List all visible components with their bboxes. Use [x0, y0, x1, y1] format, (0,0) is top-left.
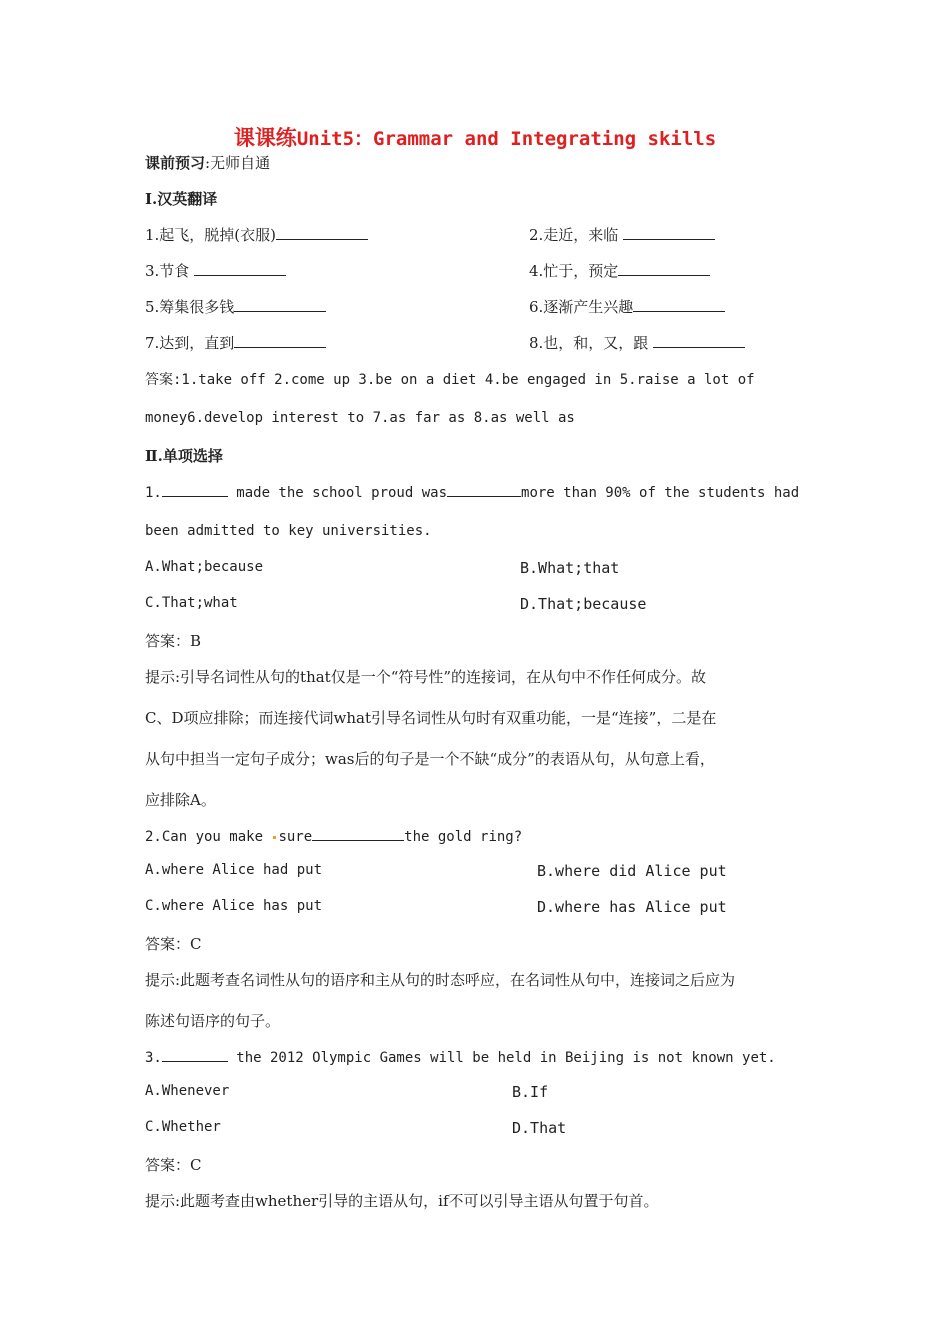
dot-mark [273, 836, 276, 839]
question-text: the gold ring? [404, 829, 523, 845]
question-blank [447, 482, 521, 497]
question-blank [162, 482, 228, 497]
translation-item-2 [529, 224, 715, 245]
q2-option-c: C.where Alice has put [145, 898, 323, 914]
document-title [0, 122, 950, 152]
item-text: 7.达到，直到 [145, 334, 235, 352]
answer-blank [234, 297, 326, 312]
q2-option-a: A.where Alice had put [145, 862, 323, 878]
question-text: the 2012 Olympic Games will be held in Beijing is not known yet. [227, 1050, 776, 1066]
q2-hint-line2: 陈述句语序的句子。 [145, 1012, 281, 1030]
section1-answer-line1: 答案:1.take off 2.come up 3.be on a diet 4.be engaged in 5.raise a lot of [145, 372, 755, 388]
q3-option-c: C.Whether [145, 1119, 221, 1135]
q1-option-a: A.What;because [145, 559, 264, 575]
section2-heading: Ⅱ.单项选择 [145, 447, 223, 465]
q1-option-d: D.That;because [520, 595, 647, 613]
answer-blank [618, 261, 710, 276]
item-text: 1.起飞，脱掉(衣服) [145, 226, 277, 244]
question-number: 3. [145, 1050, 162, 1066]
q1-answer: 答案：B [145, 632, 202, 650]
translation-item-3 [145, 260, 286, 281]
item-text: 2.走近，来临 [529, 226, 624, 244]
item-text: 8.也，和，又，跟 [529, 334, 654, 352]
preview-text: 无师自通 [210, 154, 271, 172]
question-text: 2.Can you make [145, 829, 272, 845]
answer-blank [633, 297, 725, 312]
q2-option-b: B.where did Alice put [537, 862, 727, 880]
preview-line [145, 152, 270, 173]
q3-option-b: B.If [512, 1083, 549, 1101]
translation-item-4 [529, 260, 710, 281]
q1-option-b: B.What;that [520, 559, 620, 577]
q2-hint-line1: 提示:此题考查名词性从句的语序和主从句的时态呼应，在名词性从句中，连接词之后应为 [145, 971, 736, 989]
translation-item-6 [529, 296, 725, 317]
translation-item-7 [145, 332, 326, 353]
question-number: 1. [145, 485, 162, 501]
question-3-line1 [145, 1047, 776, 1066]
item-text: 4.忙于，预定 [529, 262, 619, 280]
translation-item-1 [145, 224, 368, 245]
answer-blank [194, 261, 286, 276]
answer-blank [653, 333, 745, 348]
item-text: 5.筹集很多钱 [145, 298, 235, 316]
q3-option-d: D.That [512, 1119, 567, 1137]
q3-option-a: A.Whenever [145, 1083, 230, 1099]
preview-sep: : [205, 154, 211, 172]
item-text: 3.节食 [145, 262, 195, 280]
preview-label: 课前预习 [145, 154, 206, 172]
q2-option-d: D.where has Alice put [537, 898, 727, 916]
translation-item-5 [145, 296, 326, 317]
question-text: made the school proud was [227, 485, 448, 501]
q1-hint-line4: 应排除A。 [145, 791, 216, 809]
item-text: 6.逐渐产生兴趣 [529, 298, 634, 316]
q1-hint-line3: 从句中担当一定句子成分；was后的句子是一个不缺“成分”的表语从句，从句意上看， [145, 750, 715, 768]
q1-hint-line1: 提示:引导名词性从句的that仅是一个“符号性”的连接词，在从句中不作任何成分。故 [145, 668, 707, 686]
section1-heading: Ⅰ.汉英翻译 [145, 190, 218, 208]
q2-answer: 答案：C [145, 935, 202, 953]
q1-hint-line2: C、D项应排除；而连接代词what引导名词性从句时有双重功能，一是“连接”，二是在 [145, 709, 717, 727]
question-blank [162, 1047, 228, 1062]
question-text: more than 90% of the students had [521, 485, 800, 501]
question-2-line1 [145, 826, 522, 845]
section1-answer-line2: money6.develop interest to 7.as far as 8.as well as [145, 410, 575, 426]
translation-item-8 [529, 332, 745, 353]
question-blank [312, 826, 404, 841]
question-text: sure [278, 829, 313, 845]
q1-option-c: C.That;what [145, 595, 238, 611]
q3-hint-line1: 提示:此题考查由whether引导的主语从句，if不可以引导主语从句置于句首。 [145, 1192, 659, 1210]
answer-blank [234, 333, 326, 348]
answer-blank [623, 225, 715, 240]
question-1-line1 [145, 482, 799, 501]
title-english: Unit5：Grammar and Integrating skills [296, 128, 717, 150]
question-1-line2: been admitted to key universities. [145, 523, 432, 539]
q3-answer: 答案：C [145, 1156, 202, 1174]
answer-blank [276, 225, 368, 240]
title-chinese: 课课练 [233, 125, 297, 150]
